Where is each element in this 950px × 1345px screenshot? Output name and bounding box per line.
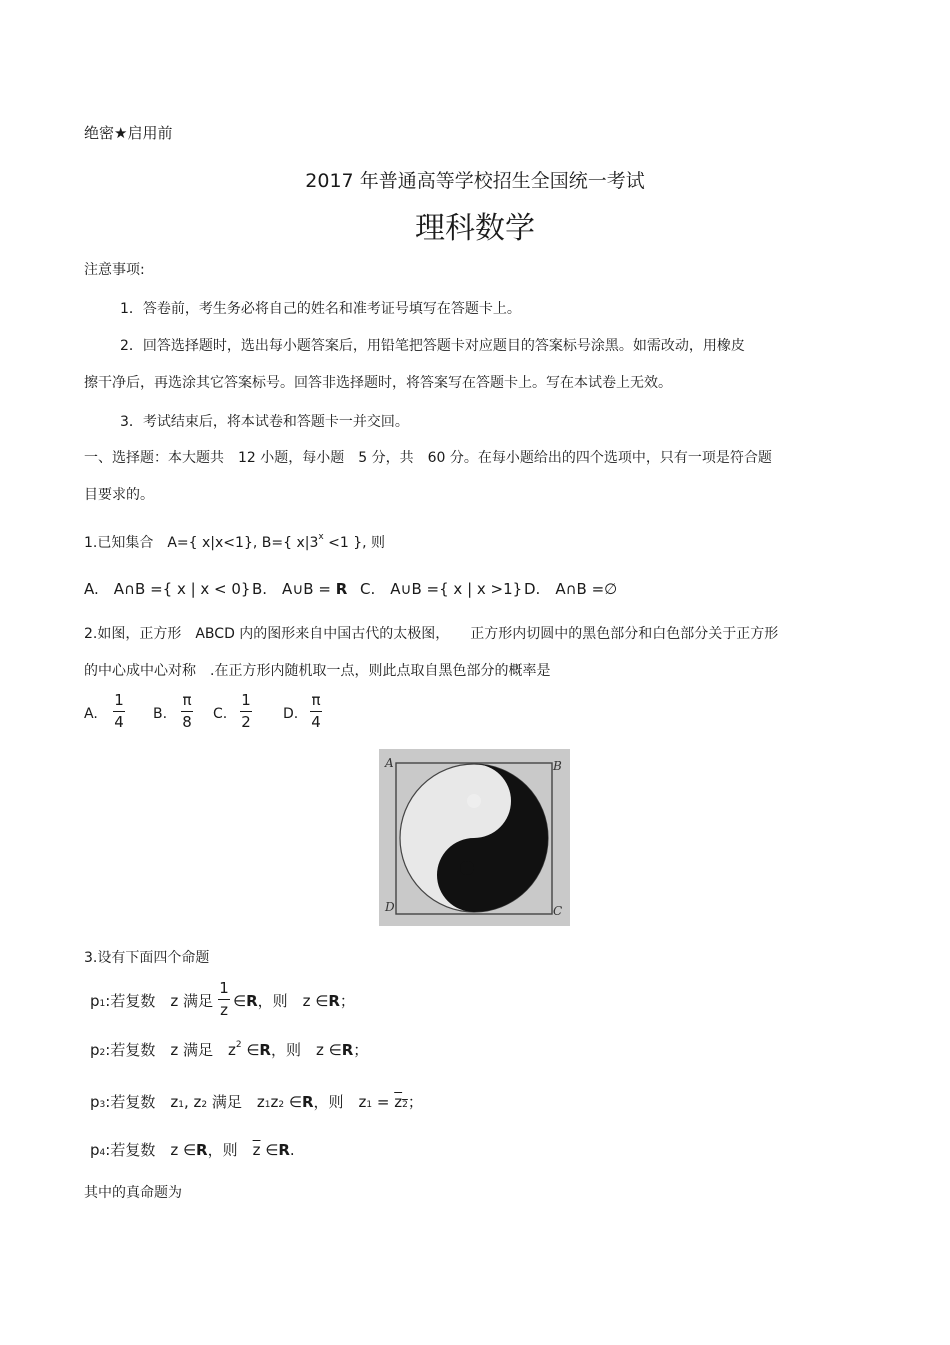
q3-p1-R2: R — [328, 992, 340, 1010]
q2-line2: 的中心成中心对称 .在正方形内随机取一点，则此点取自黑色部分的概率是 — [84, 663, 551, 679]
q3-p3-text2: , z — [183, 1093, 202, 1111]
notice-item-2-line1: 2．回答选择题时，选出每小题答案后，用铅笔把答题卡对应题目的答案标号涂黑。如需改动，用橡皮 — [120, 338, 745, 354]
q2-option-a-label: A. — [84, 706, 98, 722]
q3-p2-R1: R — [259, 1041, 271, 1059]
q3-p1-text2: ∈ — [233, 992, 247, 1010]
section1-line2: 目要求的。 — [84, 487, 154, 503]
q3-p3-text6: ，则 z — [313, 1093, 367, 1111]
q3-p4-text2: ，则 — [207, 1141, 253, 1159]
white-dot — [467, 794, 481, 808]
q3-stem: 3.设有下面四个命题 — [84, 950, 210, 966]
black-dot — [460, 861, 474, 875]
q1-stem-exponent: x — [318, 532, 324, 542]
q3-p2-text1: :若复数 z 满足 z — [105, 1041, 236, 1059]
q3-p1-text4: ； — [339, 992, 355, 1010]
vertex-label-a: A — [385, 756, 394, 770]
q3-p1-text1: :若复数 z 满足 — [105, 992, 213, 1010]
q2-option-a-num: 1 — [114, 691, 124, 709]
q3-p3-s4: 2 — [278, 1100, 285, 1110]
q3-p1-R1: R — [246, 992, 258, 1010]
secret-label: 绝密★启用前 — [84, 124, 173, 142]
q1-option-b-R: R — [335, 580, 348, 598]
q3-p3 — [90, 1095, 423, 1110]
q2-option-d-fraction — [310, 693, 322, 730]
q2-option-b-fraction — [181, 693, 193, 730]
q1-stem-b: <1 }, 则 — [323, 535, 386, 551]
q1-option-d: D. A∩B =∅ — [524, 580, 618, 598]
q3-p3-text4: z — [270, 1093, 279, 1111]
q3-p4-sub: 4 — [99, 1148, 106, 1158]
q2-option-d-label: D. — [283, 706, 299, 722]
q3-p2-symbol: p — [90, 1041, 100, 1059]
q3-p2-text4: ； — [353, 1041, 369, 1059]
q2-option-b-den: 8 — [182, 713, 192, 731]
section1-line1: 一、选择题：本大题共 12 小题，每小题 5 分，共 60 分。在每小题给出的四个选项中，只有一项是符合题 — [84, 450, 772, 466]
q3-p3-text7: = — [372, 1093, 395, 1111]
q2-line1: 2.如图，正方形 ABCD 内的图形来自中国古代的太极图， 正方形内切圆中的黑色部分和白色部分关于正方形 — [84, 626, 779, 642]
q3-p3-conjugate — [394, 1093, 408, 1111]
vertex-label-c: C — [553, 904, 563, 918]
q1-option-b-text: B. A∪B = — [252, 580, 336, 598]
q3-p3-s2: 2 — [201, 1100, 208, 1110]
q2-option-a-fraction — [113, 693, 125, 730]
q3-p1-fraction — [218, 981, 230, 1018]
q3-p3-text9: ； — [407, 1093, 423, 1111]
q2-option-c-label: C. — [213, 706, 228, 722]
q2-option-b-label: B. — [153, 706, 168, 722]
q3-p3-sub: 3 — [99, 1100, 106, 1110]
q3-p1-text3: ，则 z ∈ — [257, 992, 329, 1010]
q2-option-d-den: 4 — [311, 713, 321, 731]
q3-p3-text3: 满足 z — [207, 1093, 265, 1111]
vertex-label-d: D — [385, 900, 395, 914]
q3-p3-text5: ∈ — [284, 1093, 302, 1111]
q3-p3-s3: 1 — [264, 1100, 271, 1110]
q3-p3-s6: 2 — [402, 1100, 408, 1110]
q3-p4-text4: . — [289, 1141, 295, 1159]
q2-option-c-fraction — [240, 693, 252, 730]
q3-p4-text1: :若复数 z ∈ — [105, 1141, 197, 1159]
q3-p1-den: z — [220, 1001, 228, 1019]
q3-p2-text2: ∈ — [241, 1041, 260, 1059]
q2-option-c-den: 2 — [241, 713, 251, 731]
q1-option-c: C. A∪B ={ x | x >1} — [360, 580, 523, 598]
q2-option-b-num: π — [182, 691, 192, 709]
vertex-label-b: B — [553, 759, 562, 773]
q3-p1-tail — [233, 994, 355, 1009]
q3-p2-sup: 2 — [235, 1040, 242, 1050]
q3-closing: 其中的真命题为 — [84, 1185, 182, 1201]
q3-p4 — [90, 1143, 295, 1158]
q3-p3-s1: 1 — [178, 1100, 184, 1110]
notice-heading: 注意事项: — [84, 262, 145, 278]
q3-p4-R1: R — [196, 1141, 208, 1159]
q3-p2-sub: 2 — [99, 1048, 106, 1058]
notice-item-1: 1．答卷前，考生务必将自己的姓名和准考证号填写在答题卡上。 — [120, 301, 521, 317]
q2-option-d-num: π — [311, 691, 321, 709]
q3-p2-text3: ，则 z ∈ — [270, 1041, 342, 1059]
q3-p4-zbar: $\overline{z}$ — [252, 1141, 261, 1159]
q3-p2-R2: R — [341, 1041, 354, 1059]
q3-p3-text8: z — [394, 1093, 403, 1111]
q1-option-b — [252, 582, 347, 597]
subject-title: 理科数学 — [415, 211, 535, 246]
q3-p2 — [90, 1040, 369, 1059]
exam-title: 2017 年普通高等学校招生全国统一考试 — [305, 170, 645, 192]
notice-item-2-line2: 擦干净后，再选涂其它答案标号。回答非选择题时，将答案写在答题卡上。写在本试卷上无效。 — [84, 375, 672, 391]
q3-p4-text3: ∈ — [260, 1141, 279, 1159]
q3-p4-R2: R — [278, 1141, 290, 1159]
q3-p3-R1: R — [301, 1093, 314, 1111]
notice-item-3: 3．考试结束后，将本试卷和答题卡一并交回。 — [120, 414, 409, 430]
q3-p4-symbol: p — [90, 1141, 100, 1159]
taiji-figure — [379, 749, 570, 926]
q3-p1-lead — [90, 994, 213, 1009]
q1-option-a: A. A∩B ={ x | x < 0} — [84, 580, 251, 598]
q3-p3-symbol: p — [90, 1093, 100, 1111]
q1-stem-a: 1.已知集合 A={ x|x<1}, B={ x|3 — [84, 535, 319, 551]
q3-p1-sub: 1 — [99, 999, 106, 1009]
q1-stem — [84, 532, 386, 551]
q3-p1-num: 1 — [219, 979, 229, 997]
q3-p3-text1: :若复数 z — [105, 1093, 179, 1111]
q2-option-c-num: 1 — [241, 691, 251, 709]
q2-option-a-den: 4 — [114, 713, 124, 731]
q3-p1-symbol: p — [90, 992, 100, 1010]
q3-p3-s5: 1 — [366, 1100, 373, 1110]
